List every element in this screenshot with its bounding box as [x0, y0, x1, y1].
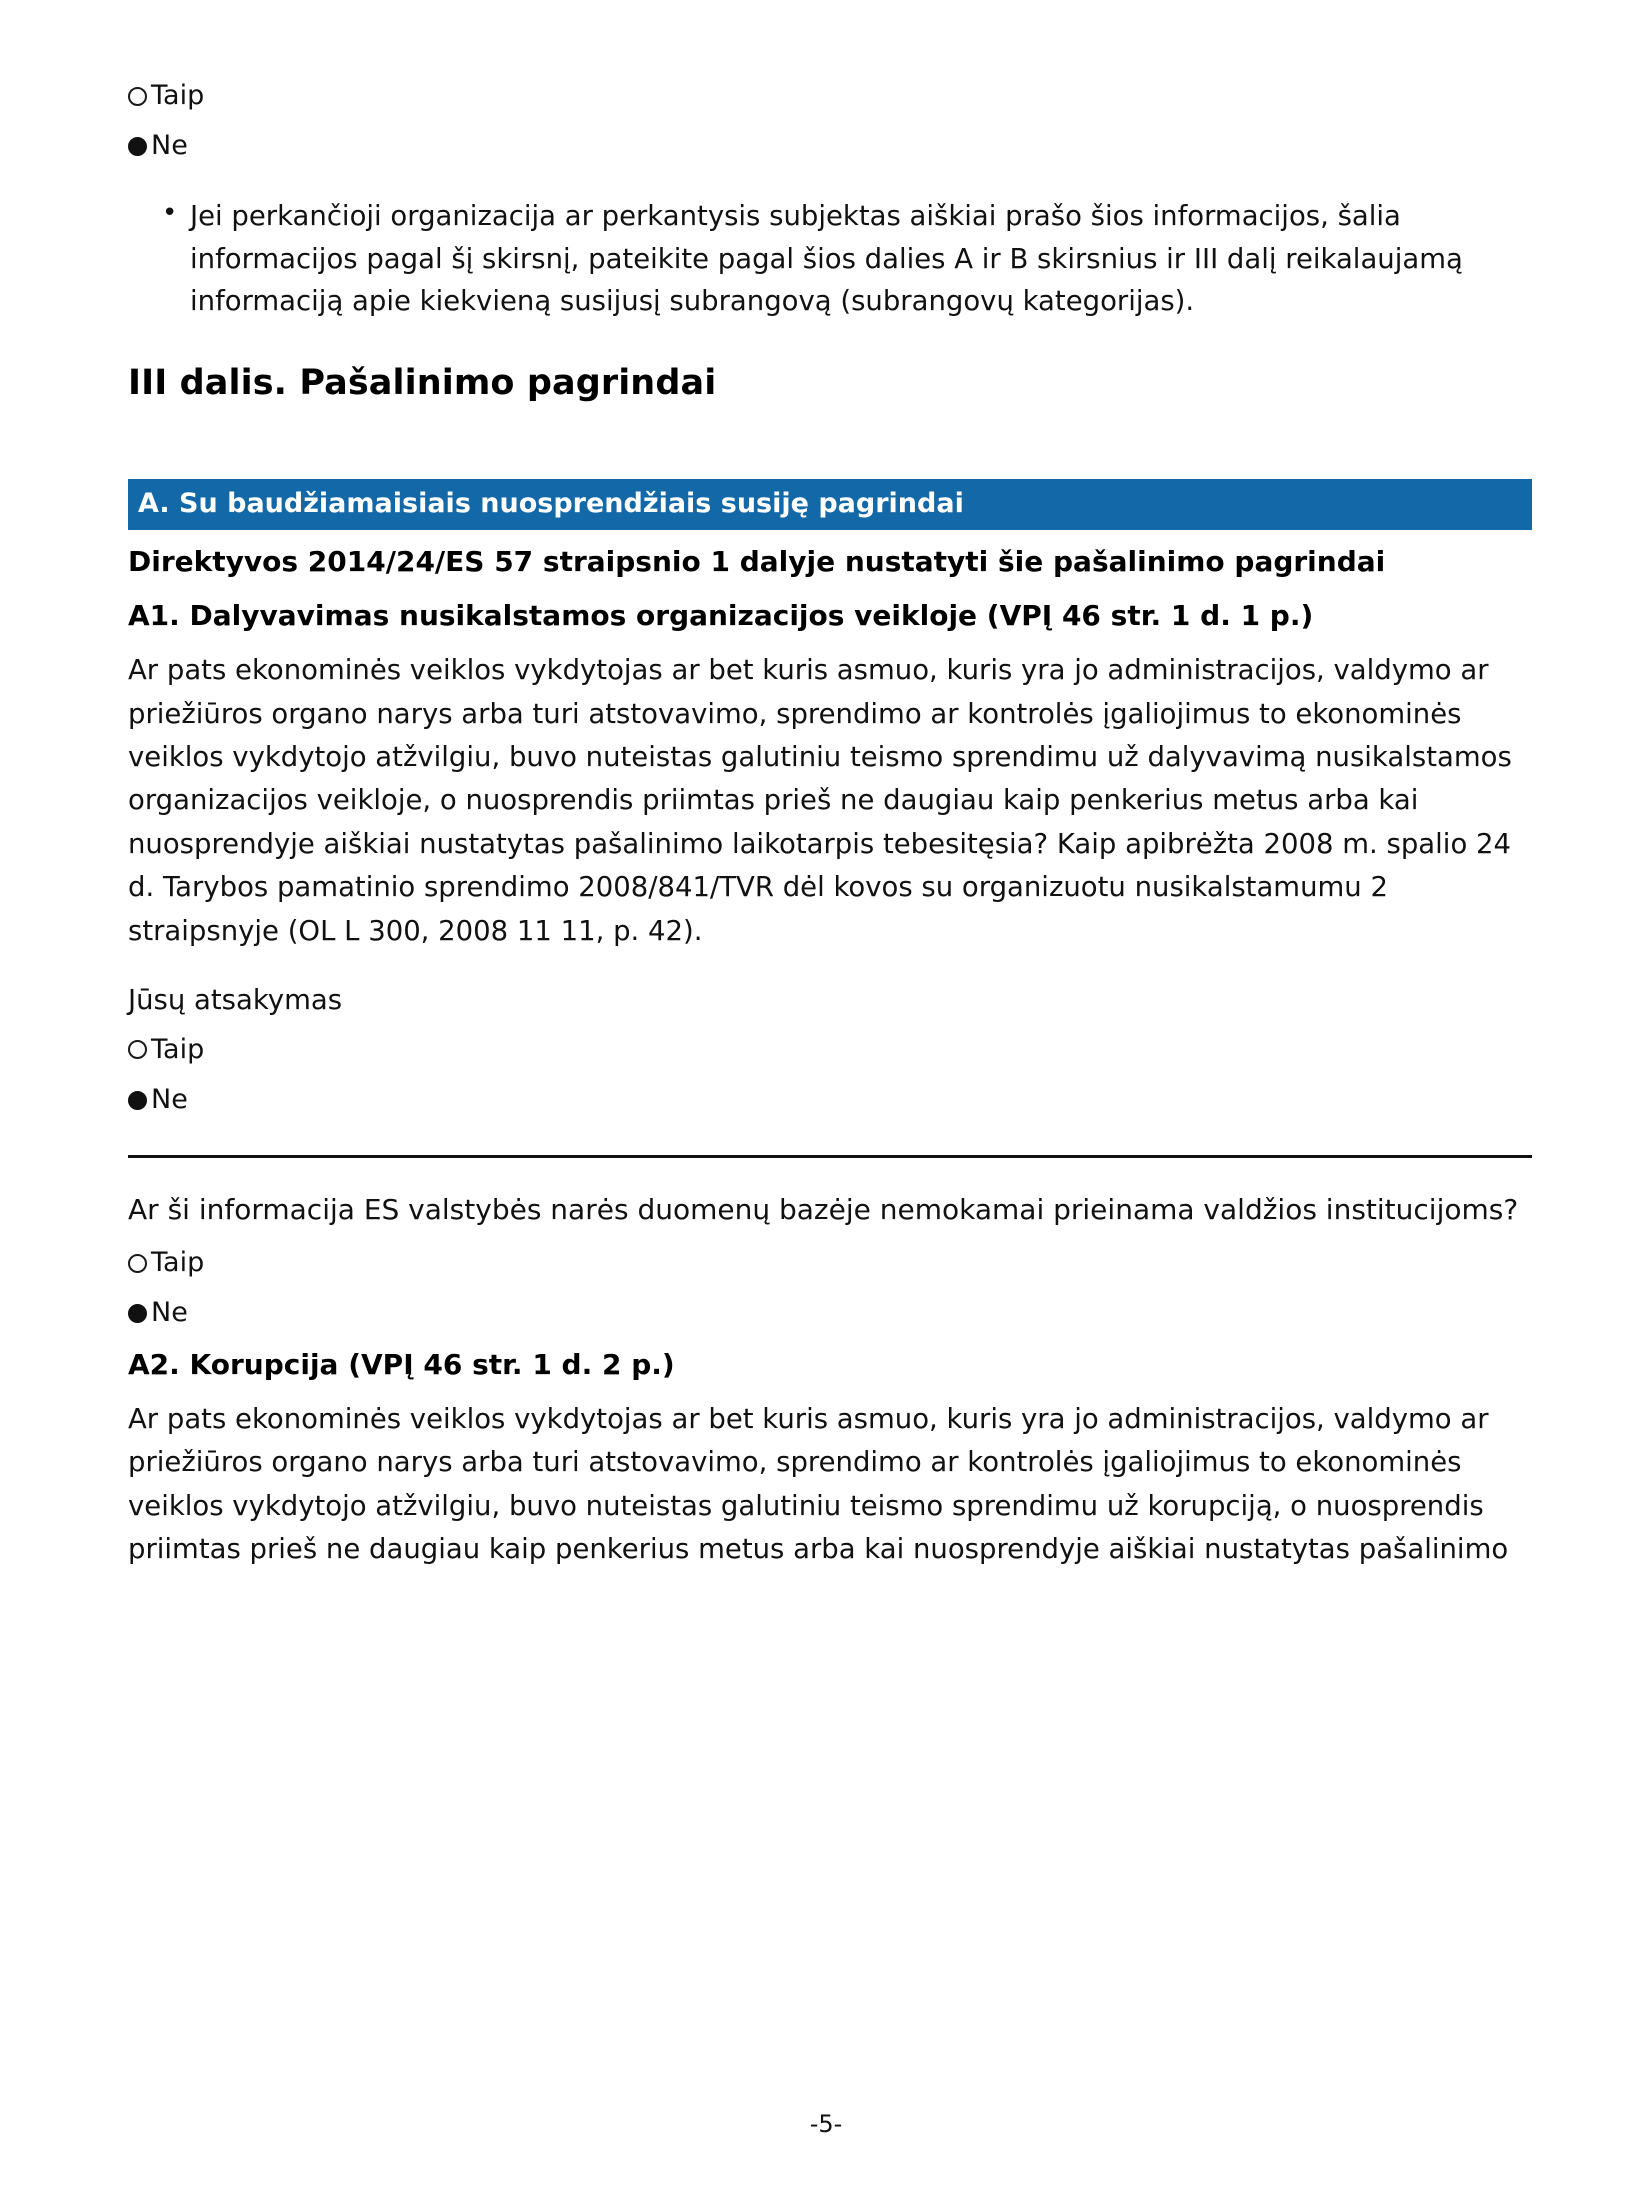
- radio-label: Ne: [151, 1084, 188, 1116]
- radio-label: Ne: [151, 1297, 188, 1329]
- radio-option-top-ne[interactable]: [128, 128, 1532, 164]
- question-text-a2: Ar pats ekonominės veiklos vykdytojas ar bet kuris asmuo, kuris yra jo administracijos, valdymo ar priežiūros organo narys arba turi atstovavimo, sprendimo ar kontrolės įgaliojimus to ekonominės veiklos vykdytojo atžvilgiu, buvo nuteistas galutiniu teismo sprendimu už korupciją, o nuosprendis priimtas prieš ne daugiau kaip penkerius metus arba kai nuosprendyje aiškiai nustatytas pašalinimo: [128, 1402, 1509, 1566]
- radio-label: Taip: [151, 1033, 205, 1065]
- radio-option-a1-ne[interactable]: [128, 1082, 1532, 1118]
- divider: [128, 1155, 1532, 1158]
- bullet-list: [128, 195, 1532, 323]
- page-title: III dalis. Pašalinimo pagrindai: [128, 362, 717, 403]
- radio-icon-selected[interactable]: [128, 1304, 147, 1323]
- radio-option-db-ne[interactable]: [128, 1295, 1532, 1331]
- radio-icon[interactable]: [128, 87, 147, 106]
- radio-icon-selected[interactable]: [128, 137, 147, 156]
- radio-icon[interactable]: [128, 1254, 147, 1273]
- radio-option-top-taip[interactable]: [128, 78, 1532, 114]
- radio-icon[interactable]: [128, 1040, 147, 1059]
- list-item: • Jei perkančioji organizacija ar perkantysis subjektas aiškiai prašo šios informacijos, šalia informacijos pagal šį skirsnį, pateikite pagal šios dalies A ir B skirsnius ir III dalį reikalaujamą informaciją apie kiekvieną susijusį subrangovą (subrangovų kategorijas).: [190, 195, 1532, 323]
- section-intro: Direktyvos 2014/24/ES 57 straipsnio 1 dalyje nustatyti šie pašalinimo pagrindai: [128, 545, 1386, 579]
- radio-label: Taip: [151, 1246, 205, 1278]
- subsection-heading-a2: A2. Korupcija (VPĮ 46 str. 1 d. 2 p.): [128, 1347, 675, 1381]
- radio-icon-selected[interactable]: [128, 1091, 147, 1110]
- question-text-database: Ar ši informacija ES valstybės narės duomenų bazėje nemokamai prieinama valdžios institucijoms?: [128, 1192, 1519, 1226]
- answer-label-a1: Jūsų atsakymas: [128, 984, 343, 1017]
- page-number: -5-: [809, 2110, 843, 2138]
- question-text-a1: Ar pats ekonominės veiklos vykdytojas ar bet kuris asmuo, kuris yra jo administracijos, valdymo ar priežiūros organo narys arba turi atstovavimo, sprendimo ar kontrolės įgaliojimus to ekonominės veiklos vykdytojo atžvilgiu, buvo nuteistas galutiniu teismo sprendimu už dalyvavimą nusikalstamos organizacijos veikloje, o nuosprendis priimtas prieš ne daugiau kaip penkerius metus arba kai nuosprendyje aiškiai nustatytas pašalinimo laikotarpis tebesitęsia? Kaip apibrėžta 2008 m. spalio 24 d. Tarybos pamatinio sprendimo 2008/841/TVR dėl kovos su organizuotu nusikalstamumu 2 straipsnyje (OL L 300, 2008 11 11, p. 42).: [128, 654, 1512, 947]
- section-header-a: A. Su baudžiamaisiais nuosprendžiais susiję pagrindai: [128, 479, 1532, 530]
- subsection-heading-a1: A1. Dalyvavimas nusikalstamos organizacijos veikloje (VPĮ 46 str. 1 d. 1 p.): [128, 599, 1314, 633]
- radio-option-a1-taip[interactable]: [128, 1032, 1532, 1068]
- radio-label: Taip: [151, 80, 205, 111]
- radio-label: Ne: [151, 130, 188, 162]
- radio-option-db-taip[interactable]: [128, 1245, 1532, 1281]
